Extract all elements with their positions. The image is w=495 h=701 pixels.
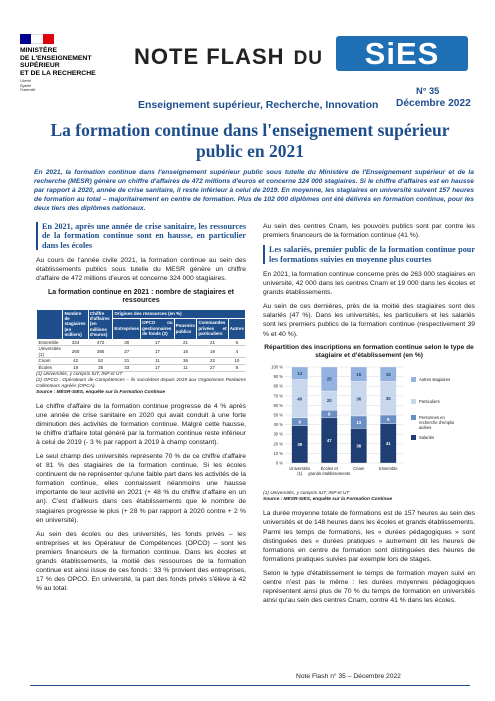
table-cell: 22 <box>197 358 228 365</box>
ministry-logo <box>20 34 135 92</box>
table-cell: 11 <box>174 364 197 371</box>
y-tick-label: 100 % <box>271 364 283 370</box>
chart-note: (1) Universités, y compris IUT, INP et UT <box>263 491 350 497</box>
sies-logo: SiES <box>336 36 468 71</box>
table-cell: 27 <box>113 346 141 358</box>
x-tick-label: Cnam <box>353 466 365 472</box>
data-label: 47 <box>326 438 332 444</box>
legend-swatch <box>411 435 416 440</box>
table-cell: 19 <box>197 346 228 358</box>
data-label: 20 <box>326 398 332 404</box>
paragraph: En 2021, la formation continue concerne près de 263 000 stagiaires en université, 42 000 dans les centres Cnam et 19 000 dans les écoles et grands établissements. <box>263 271 476 297</box>
table-row <box>37 364 246 371</box>
data-label: 41 <box>385 441 391 447</box>
table-cell: 4 <box>228 346 245 358</box>
table-row <box>37 346 246 358</box>
french-flag-icon <box>20 34 54 44</box>
table-row <box>37 339 246 346</box>
table-source: Source : MESR-SIES, enquête sur la Formation Continue <box>36 389 165 395</box>
table-cell: 472 <box>88 339 112 346</box>
paragraph: La durée moyenne totale de formations est de 157 heures au sein des universités et de 148 heures dans les écoles et grands établissements. Parmi les temps de formations, les « durées pédagogiques » sont distinguées des « durées pratiques » autrement dit les heures de formations en centre de formation sont distinguées des heures de formations pratiques suivies par exemple lors de stages. <box>263 510 475 563</box>
table-header-cell: OPCO ou gestionnaires de fonds (2) <box>141 318 175 339</box>
x-tick-label: Universités (1) <box>289 466 311 477</box>
table-header-cell: Entreprises <box>113 318 141 339</box>
page-footer: Note Flash n° 35 – Décembre 2022 <box>296 673 401 680</box>
y-tick-label: 50 % <box>273 412 283 418</box>
table-title: La formation continue en 2021 : nombre de stagiaires et ressources <box>48 288 234 304</box>
data-label: 9 <box>387 417 390 423</box>
legend-swatch <box>411 377 416 382</box>
y-tick-label: 30 % <box>273 431 283 437</box>
legend-label: Personnes en recherche d'emploi aidées <box>419 415 455 431</box>
table-cell: 27 <box>197 364 228 371</box>
paragraph: Au sein des écoles ou des universités, les fonds privés – les entreprises et les Opérateur de Compétences (OPCO) – sont les premiers financeurs de la formation continue. Dans les écoles et grands établissements, la moitié des ressources de la formation continue est ainsi issue de ces fonds : 33 % provient des entreprises, 17 % des OPCO. En université, la part des fonds privés s'élève à 42 % au total. <box>36 530 246 593</box>
paragraph: Au cours de l'année civile 2021, la formation continue au sein des établissements publics sous tutelle du MESR génère un chiffre d'affaire de 472 millions d'euros et concerne 324 000 stagiaires. <box>36 257 246 283</box>
y-tick-label: 40 % <box>273 422 283 428</box>
table-header-cell: Autres <box>228 318 245 339</box>
data-label: 13 <box>356 420 362 426</box>
table-header-cell: Nombre de stagiaires (en milliers) <box>63 309 88 339</box>
table-cell: 52 <box>88 358 112 365</box>
publication-name: NOTE FLASH DU <box>134 44 324 69</box>
legend-label: Particuliers <box>419 399 440 405</box>
data-label: 13 <box>297 371 303 377</box>
data-label: 25 <box>326 376 332 382</box>
y-tick-label: 70 % <box>273 393 283 399</box>
table-header-cell: Chiffre d'affaires (en millions d'euros) <box>88 309 112 339</box>
chart-title: Répartition des inscriptions en formation continue selon le type de stagiaire et d'établissement (en %) <box>264 343 474 359</box>
table-cell: 30 <box>113 339 141 346</box>
page-title: La formation continue dans l'enseignement supérieur public en 2021 <box>50 120 450 161</box>
data-label: 15 <box>356 372 362 378</box>
legend-label: Salariés <box>419 435 435 441</box>
y-tick-label: 10 % <box>273 451 283 457</box>
table-row <box>37 358 246 365</box>
issue-date: Décembre 2022 <box>396 98 471 109</box>
legend-label: Autres stagiaires <box>419 377 451 383</box>
ministry-name: MINISTÈRE DE L'ENSEIGNEMENT SUPÉRIEUR ET DE LA RECHERCHE <box>20 47 96 77</box>
table-cell: 17 <box>141 346 175 358</box>
section-heading-trainees: Les salariés, premier public de la formation continue pour les formations suivies en moyenne plus courtes <box>263 245 475 264</box>
table-group-header: Origines des ressources (en %) <box>113 309 246 318</box>
data-label: 39 <box>297 442 303 448</box>
table-cell: 19 <box>63 364 88 371</box>
table-cell: 21 <box>174 339 197 346</box>
table-cell: 6 <box>228 339 245 346</box>
y-tick-label: 20 % <box>273 441 283 447</box>
table-note: (1) Universités, y compris IUT, INP et UT <box>36 371 123 377</box>
table-cell: 17 <box>141 364 175 371</box>
y-tick-label: 0 % <box>275 460 283 466</box>
y-tick-label: 90 % <box>273 374 283 380</box>
trainees-resources-table <box>36 309 246 372</box>
table-row-label: Ensemble <box>37 339 63 346</box>
right-column <box>263 222 475 610</box>
republic-motto: Liberté Égalité Fraternité <box>20 79 36 92</box>
legend-swatch <box>411 399 416 404</box>
chart-source: Source : MESR-SIES, enquête sur la Formation Continue <box>263 497 392 503</box>
table-row-label: Écoles <box>37 364 63 371</box>
legend-swatch <box>411 415 416 420</box>
table-cell: 10 <box>228 358 245 365</box>
footer-divider <box>30 685 470 686</box>
data-label: 36 <box>356 443 362 449</box>
table-cell: 11 <box>141 358 175 365</box>
intro-summary: En 2021, la formation continue dans l'enseignement supérieur public sous tutelle du Ministère de l'Enseignement supérieur et de la recherche (MESR) génère un chiffre d'affaires de 472 millions d'euros et concerne 324 000 stagiaires. Si le chiffre d'affaires est en hausse par rapport à 2020, année de crise sanitaire, il reste inférieur à celui de 2019. En moyenne, les stagiaires en université suivent 157 heures de formation au total – majoritairement en centre de formation. Plus de 102 000 diplômes ont été délivrés en formation continue, pour les deux tiers des diplômes nationaux. <box>34 169 474 213</box>
table-cell: 8 <box>228 364 245 371</box>
x-tick-label: Écoles et grands établissements <box>308 466 351 477</box>
paragraph: Au sein des centres Cnam, les pouvoirs publics sont par contre les premiers financeurs de la formation continue (41 %). <box>263 223 475 240</box>
data-label: 15 <box>385 372 391 378</box>
data-label: 35 <box>385 396 391 402</box>
table-cell: 33 <box>113 364 141 371</box>
left-column <box>36 222 246 598</box>
y-tick-label: 60 % <box>273 403 283 409</box>
table-cell: 42 <box>63 358 88 365</box>
stacked-bar-chart <box>263 363 475 488</box>
section-heading-resources: En 2021, après une année de crise sanitaire, les ressources de la formation continue sont en hausse, en particulier dans les écoles <box>36 222 246 250</box>
y-tick-label: 80 % <box>273 383 283 389</box>
table-cell: 260 <box>63 346 88 358</box>
paragraph: Au sein de ces dernières, près de la moitié des stagiaires sont des salariés (47 %). Dans les universités, les particuliers et les salariés sont les premiers publics de la formation continue (respectivement 39 % et 40 %). <box>263 303 475 338</box>
data-label: 40 <box>297 396 303 402</box>
table-cell: 324 <box>63 339 88 346</box>
data-label: 8 <box>298 419 301 425</box>
table-row-label: Cnam <box>37 358 63 365</box>
x-tick-label: Ensemble <box>378 466 398 472</box>
paragraph: Le seul champ des universités représente 70 % de ce chiffre d'affaire et 81 % des stagiaires de la formation continue. Si les écoles continuent de ne représenter qu'une faible part dans les activités de la formation continue, elles connaissent néanmoins une hausse importante de leur activité en 2021 (+ 48 % du chiffre d'affaire en un an). C'est d'ailleurs dans ces établissements que le nombre de stagiaires progresse le plus (+ 28 % par rapport à 2020 contre + 2 % en université). <box>36 452 246 524</box>
table-header-cell: Commandes privées et particuliers <box>197 318 228 339</box>
paragraph: Selon le type d'établissement le temps de formation moyen suivi en centre n'est pas le même : les durées moyennes pédagogiques représentent ainsi plus de 70 % du temps de formation en universités ainsi qu'au sein des centres Cnam, contre 41 % dans les écoles. <box>263 569 475 605</box>
table-note: (2) OPCO : Opérateurs de Compétences – ils succèdent depuis 2019 aux Organismes Paritaires Collecteurs Agréés (OPCA). <box>36 377 246 389</box>
table-cell: 21 <box>113 358 141 365</box>
table-cell: 16 <box>174 346 197 358</box>
paragraph: Le chiffre d'affaire de la formation continue progresse de 4 % après une année de crise sanitaire en 2020 qui avait conduit à une forte diminution des activités de formation continue. Malgré cette hausse, le chiffre d'affaire total généré par la formation continue reste inférieur à celui de 2019 (- 3 % par rapport à 2019 à champ constant). <box>36 402 246 446</box>
publication-subtitle: Enseignement supérieur, Recherche, Innovation <box>138 99 379 111</box>
table-cell: 17 <box>141 339 175 346</box>
table-header-cell: Pouvoirs publics <box>174 318 197 339</box>
data-label: 8 <box>328 411 331 417</box>
table-header-cell <box>37 309 63 339</box>
table-cell: 35 <box>88 364 112 371</box>
data-label: 36 <box>356 396 362 402</box>
issue-number: N° 35 <box>416 86 440 96</box>
table-row-label: Universités (1) <box>37 346 63 358</box>
table-cell: 385 <box>88 346 112 358</box>
table-cell: 36 <box>174 358 197 365</box>
table-cell: 21 <box>197 339 228 346</box>
